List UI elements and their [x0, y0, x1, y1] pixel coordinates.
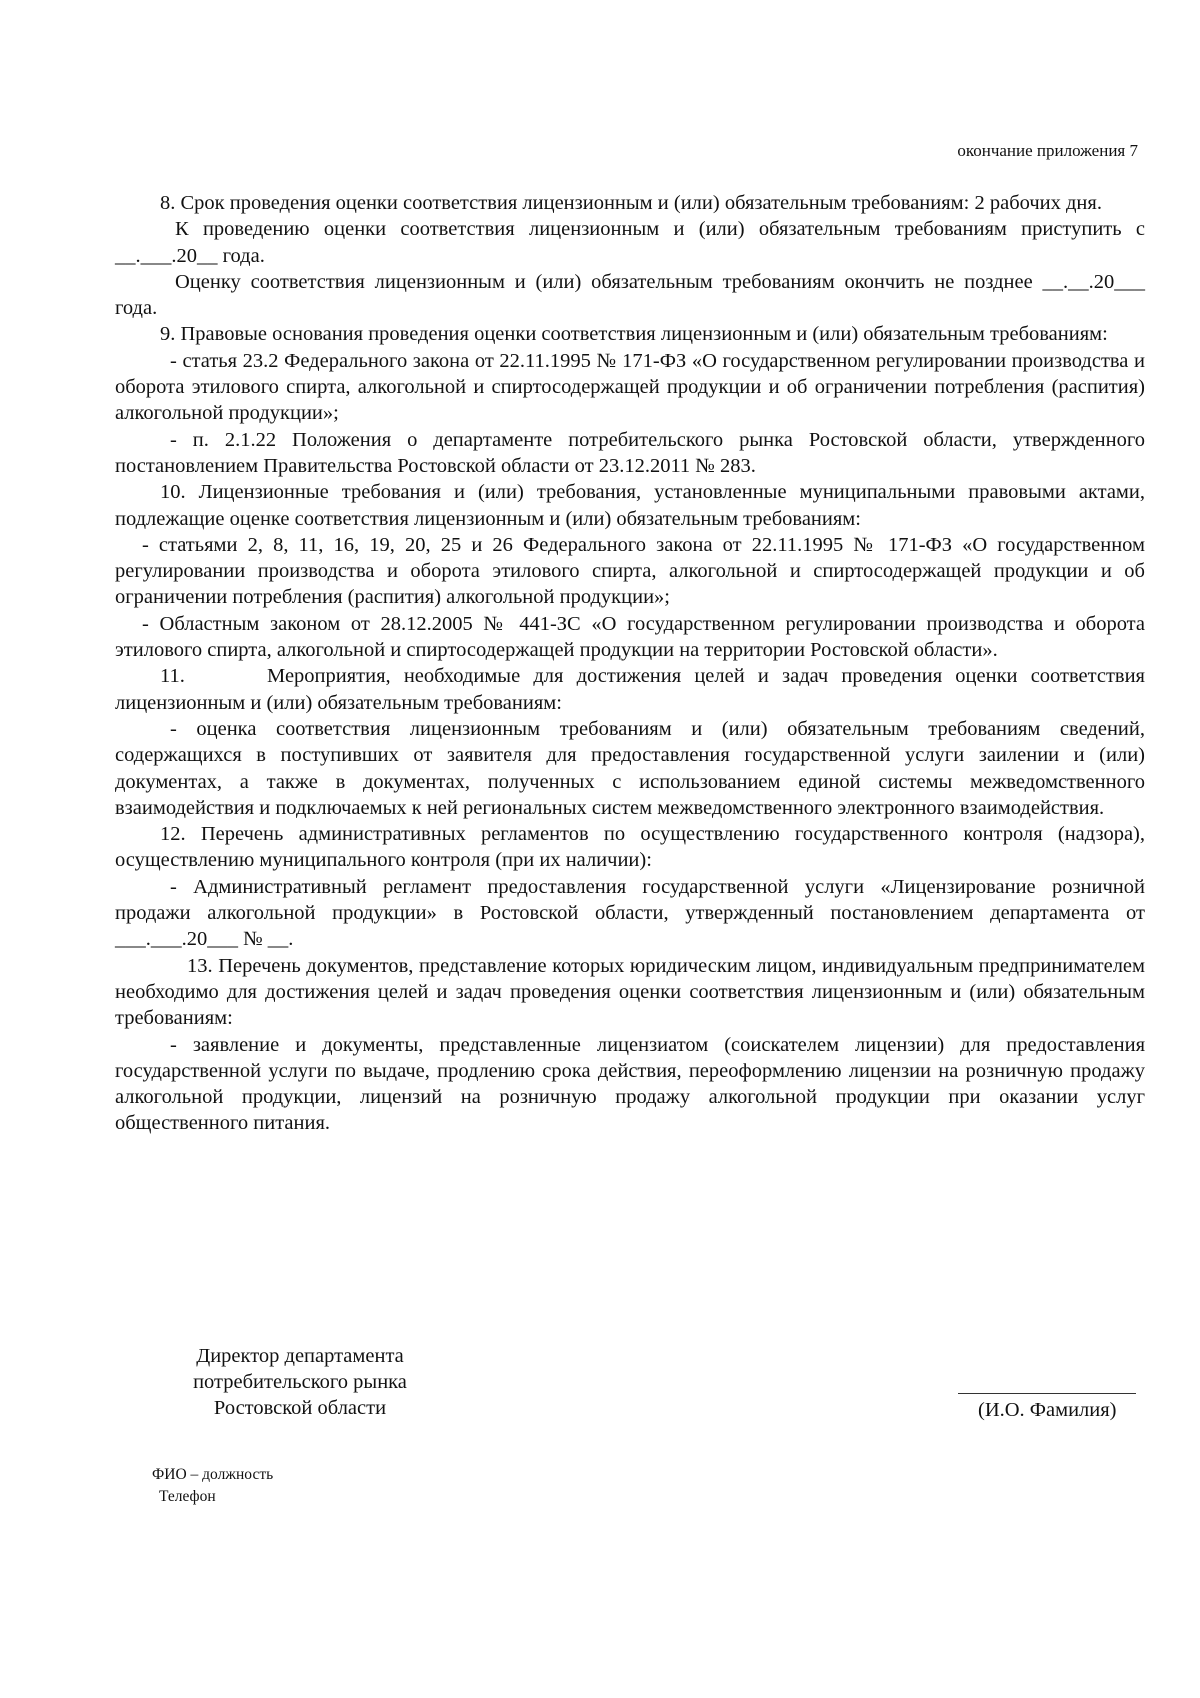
item-8-end-date: Оценку соответствия лицензионным и (или) обязательным требованиям окончить не позднее __.__.20___ года.: [115, 270, 1145, 320]
signatory-line-1: Директор департамента: [196, 1345, 404, 1367]
item-8-deadline: 8. Срок проведения оценки соответствия лицензионным и (или) обязательным требованиям: 2 рабочих дня.: [160, 192, 1102, 214]
executor-position: ФИО – должность: [152, 1466, 274, 1483]
item-11-number: 11.: [160, 665, 185, 688]
item-10-federal-law: - статьями 2, 8, 11, 16, 19, 20, 25 и 26 Федерального закона от 22.11.1995 № 171-ФЗ «О государственном регулировании производства и оборота этилового спирта, алкогольной и спиртосодержащей продукции и об ограничении потребления (распития) алкогольной продукции»;: [115, 533, 1145, 609]
item-12-admin-regulation: - Административный регламент предоставления государственной услуги «Лицензирование розничной продажи алкогольной продукции» в Ростовской области, утвержденный постановлением департамента от ___.___.20___ № __.: [115, 875, 1145, 951]
item-13-documents: 13. Перечень документов, представление которых юридическим лицом, индивидуальным предпринимателем необходимо для достижения целей и задач проведения оценки соответствия лицензионным и (или) обязательным требованиям:: [115, 954, 1145, 1030]
signatory-line-3: Ростовской области: [213, 1397, 387, 1419]
item-11-measures: [115, 663, 1145, 716]
signatory-title: [170, 1343, 430, 1421]
item-9-regulation-reference: - п. 2.1.22 Положения о департаменте потребительского рынка Ростовской области, утвержденного постановлением Правительства Ростовской области от 23.12.2011 № 283.: [115, 428, 1145, 477]
item-10-requirements: 10. Лицензионные требования и (или) требования, установленные муниципальными правовыми актами, подлежащие оценке соответствия лицензионным и (или) обязательным требованиям:: [115, 481, 1145, 530]
executor-info: [152, 1464, 273, 1508]
appendix-note: окончание приложения 7: [957, 141, 1138, 160]
item-11-text: Мероприятия, необходимые для достижения целей и задач проведения оценки соответствия лицензионным и (или) обязательным требованиям:: [115, 665, 1145, 714]
item-13-application: - заявление и документы, представленные лицензиатом (соискателем лицензии) для предоставления государственной услуги по выдаче, продлению срока действия, переоформлению лицензии на розничную продажу алкогольной продукции, лицензий на розничную продажу алкогольной продукции при оказании услуг общественного питания.: [115, 1033, 1145, 1135]
item-9-law-reference: - статья 23.2 Федерального закона от 22.11.1995 № 171-ФЗ «О государственном регулировании производства и оборота этилового спирта, алкогольной и спиртосодержащей продукции и об ограничении потребления (распития) алкогольной продукции»;: [115, 349, 1145, 425]
executor-phone: Телефон: [159, 1488, 216, 1505]
item-10-regional-law: - Областным законом от 28.12.2005 № 441-ЗС «О государственном регулировании производства и оборота этилового спирта, алкогольной и спиртосодержащей продукции на территории Ростовской области».: [115, 612, 1145, 662]
document-body: [115, 190, 1145, 1137]
signature-line: [958, 1393, 1136, 1394]
item-9-legal-grounds: 9. Правовые основания проведения оценки соответствия лицензионным и (или) обязательным требованиям:: [160, 323, 1108, 346]
item-12-regulations: 12. Перечень административных регламентов по осуществлению государственного контроля (надзора), осуществлению муниципального контроля (при их наличии):: [115, 823, 1145, 872]
signatory-line-2: потребительского рынка: [193, 1371, 407, 1393]
item-8-start-date: К проведению оценки соответствия лицензионным и (или) обязательным требованиям приступить с __.___.20__ года.: [115, 218, 1145, 267]
signatory-name: (И.О. Фамилия): [978, 1399, 1117, 1421]
item-11-assessment: - оценка соответствия лицензионным требованиям и (или) обязательным требованиям сведений, содержащихся в поступивших от заявителя для предоставления государственной услуги заилении и (или) документах, а также в документах, полученных с использованием единой системы межведомственного взаимодействия и подключаемых к ней региональных систем межведомственного электронного взаимодействия.: [115, 717, 1145, 819]
